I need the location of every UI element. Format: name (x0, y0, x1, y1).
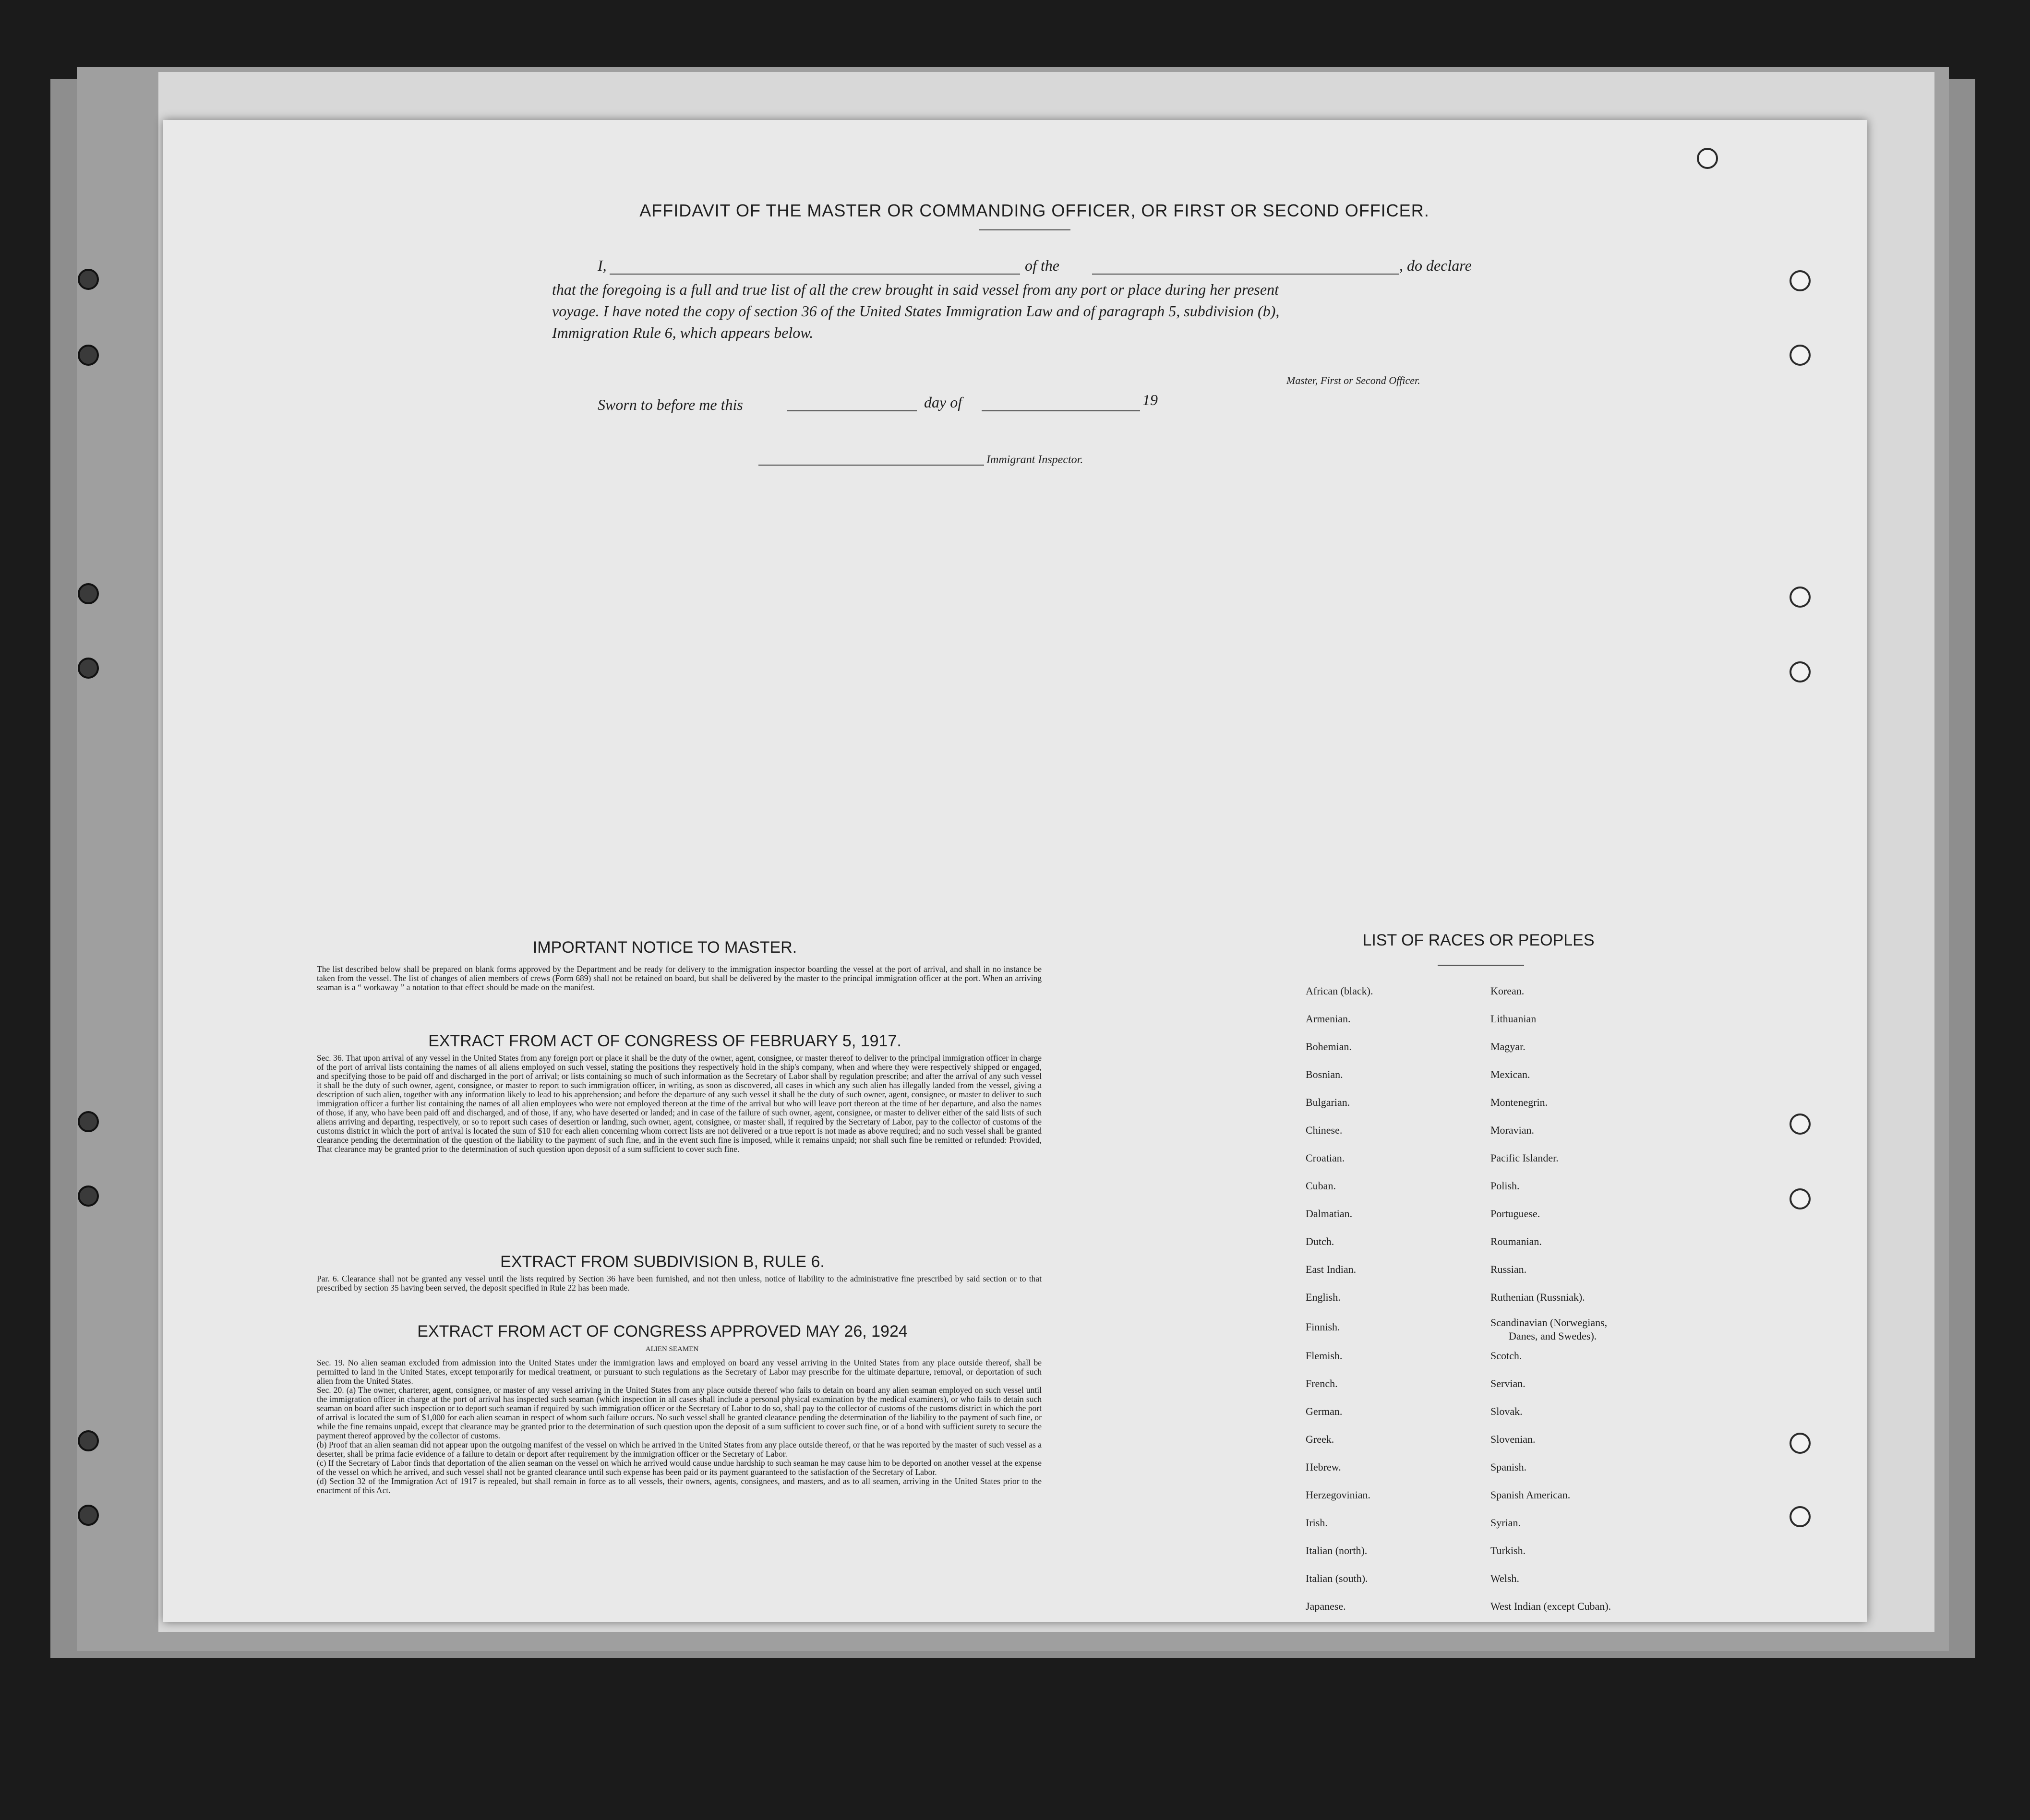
race-item: Slovenian. (1490, 1433, 1536, 1445)
race-item: Korean. (1490, 985, 1525, 997)
race-item: Japanese. (1306, 1600, 1346, 1612)
race-item: East Indian. (1306, 1263, 1357, 1275)
race-item: Portuguese. (1490, 1208, 1540, 1220)
race-item: Bohemian. (1306, 1041, 1352, 1053)
master-name-blank (610, 274, 1020, 275)
race-item: Italian (north). (1306, 1545, 1368, 1557)
race-item-line: Scandinavian (Norwegians, (1490, 1317, 1608, 1329)
race-item: Montenegrin. (1490, 1096, 1548, 1108)
extract-1917-heading: EXTRACT FROM ACT OF CONGRESS OF FEBRUARY 5, 1917. (428, 1032, 901, 1050)
race-item-line: Danes, and Swedes). (1509, 1330, 1597, 1342)
race-item: Dalmatian. (1306, 1208, 1353, 1220)
declaration-line-2: voyage. I have noted the copy of section 36 of the United States Immigration Law and of paragraph 5, subdivision (b), (552, 302, 1280, 320)
race-item: Croatian. (1306, 1152, 1345, 1164)
race-item: French. (1306, 1377, 1338, 1389)
race-item: Spanish American. (1490, 1489, 1571, 1501)
race-item: Dutch. (1306, 1235, 1334, 1247)
affidavit-title: AFFIDAVIT OF THE MASTER OR COMMANDING OFFICER, OR FIRST OR SECOND OFFICER. (639, 201, 1429, 220)
section-20c: (c) If the Secretary of Labor finds that deportation of the alien seaman on the vessel on which he arrived would cause undue hardship to such seaman he may cause him to be deported on another vessel at the expense of the vessel on which he arrived, and such vessel shall not be granted clearance until such expense has been paid or its payment guaranteed to the satisfaction of the Secretary of Labor. (317, 1458, 1042, 1477)
race-item: Welsh. (1490, 1572, 1519, 1584)
of-the-label: of the (1025, 257, 1059, 274)
race-item: Armenian. (1306, 1013, 1351, 1025)
race-item: Italian (south). (1306, 1572, 1368, 1584)
race-item: Flemish. (1306, 1350, 1343, 1362)
race-item: Russian. (1490, 1263, 1527, 1275)
sworn-month-blank (982, 410, 1140, 411)
do-declare-label: , do declare (1399, 257, 1472, 274)
day-of-label: day of (924, 394, 962, 411)
race-item: Herzegovinian. (1306, 1489, 1370, 1501)
race-item: Roumanian. (1490, 1235, 1542, 1247)
divider (979, 229, 1070, 230)
race-item: Magyar. (1490, 1041, 1526, 1053)
race-item: Lithuanian (1490, 1013, 1537, 1025)
affidavit-i-label: I, (598, 257, 607, 274)
race-item: West Indian (except Cuban). (1490, 1600, 1611, 1612)
section-19: Sec. 19. No alien seaman excluded from admission into the United States under the immigration laws and employed on board any vessel arriving in the United States from any place outside thereof, shall be permitted to land in the United States, except temporarily for medical treatment, or pursuant to such regulations as the Secretary of Labor may prescribe for the ultimate departure, removal, or deportation of such alien from the United States. (317, 1358, 1042, 1386)
notice-heading: IMPORTANT NOTICE TO MASTER. (532, 938, 797, 957)
declaration-line-3: Immigration Rule 6, which appears below. (552, 324, 814, 341)
race-item: English. (1306, 1291, 1341, 1303)
race-item: Cuban. (1306, 1180, 1336, 1192)
races-heading: LIST OF RACES OR PEOPLES (1362, 931, 1595, 949)
race-item: Syrian. (1490, 1517, 1521, 1529)
section-20a: Sec. 20. (a) The owner, charterer, agent, consignee, or master of any vessel arriving in the United States from any place outside thereof who fails to detain on board any alien seaman employed on such vessel until the immigration officer in charge at the port of arrival has inspected such seaman (which inspection in all cases shall include a personal physical examination by the medical examiners), or who fails to detain such seaman on board after such inspection or to deport such seaman if required by such immigration officer or the Secretary of Labor to do so, shall pay to the collector of customs of the customs district in which the port of arrival is located the sum of $1,000 for each alien seaman in respect of whom such failure occurs. No such vessel shall be granted clearance pending the determination of the liability to the payment of such fine, or while the fine remains unpaid, except that clearance may be granted prior to the determination of such question upon the deposit of a sum sufficient to cover such fine, or of a bond with sufficient surety to secure the payment thereof approved by the collector of customs. (317, 1385, 1042, 1440)
extract-rule6-text: Par. 6. Clearance shall not be granted any vessel until the lists required by Section 36 have been furnished, and not then unless, notice of liability to the administrative fine prescribed by said section or to that prescribed by section 35 having been served, the deposit specified in Rule 22 has been made. (317, 1274, 1042, 1293)
race-item: Bulgarian. (1306, 1096, 1350, 1108)
extract-1917-text: Sec. 36. That upon arrival of any vessel in the United States from any foreign port or place it shall be the duty of the owner, agent, consignee, or master thereof to deliver to the principal immigration officer in charge of the port of arrival lists containing the names of all aliens employed on such vessel, stating the positions they respectively hold in the ship's company, when and where they were respectively shipped or engaged, and specifying those to be paid off and discharged in the port of arrival; or lists containing so much of such information as the Secretary of Labor shall by regulation prescribe; and after the arrival of any such vessel it shall be the duty of such owner, agent, consignee, or master to report to such immigration officer, in writing, as soon as discovered, all cases in which any such alien has illegally landed from the vessel, giving a description of such alien, together with any information likely to lead to his apprehension; and before the departure of any such vessel it shall be the duty of such owner, agent, consignee, or master to deliver to such immigration officer a further list containing the names of all alien employees who were not employed thereon at the time of the arrival but who will leave port thereon at the time of her departure, and also the names of those, if any, who have been paid off and discharged, and of those, if any, who have deserted or landed; and in case of the failure of such owner, agent, consignee, or master to deliver either of the said lists of such aliens arriving and departing, respectively, or so to report such cases of desertion or landing, such owner, agent, consignee, or master shall, if required by the Secretary of Labor, pay to the collector of customs of the customs district in which the port of arrival is located the sum of $10 for each alien concerning whom correct lists are not delivered or a true report is not made as above required; and no such vessel shall be granted clearance pending the determination of the question of the liability to the payment of such fine, and in the event such fine is imposed, while it remains unpaid; nor shall such fine be remitted or refunded: Provided, That clearance may be granted prior to the determination of such question upon deposit of a sum sufficient to cover such fine. (317, 1054, 1042, 1154)
inspector-caption: Immigrant Inspector. (986, 454, 1083, 466)
race-item: Ruthenian (Russniak). (1490, 1291, 1585, 1303)
race-item: Bosnian. (1306, 1068, 1343, 1080)
race-item: Greek. (1306, 1433, 1334, 1445)
race-item: Turkish. (1490, 1545, 1526, 1557)
year-prefix: 19 (1142, 391, 1158, 408)
extract-1924-heading: EXTRACT FROM ACT OF CONGRESS APPROVED MAY 26, 1924 (417, 1322, 908, 1341)
race-item: Chinese. (1306, 1124, 1343, 1136)
race-item: Slovak. (1490, 1405, 1523, 1417)
race-item: German. (1306, 1405, 1343, 1417)
sworn-label: Sworn to before me this (598, 396, 743, 413)
race-item: Irish. (1306, 1517, 1328, 1529)
race-item: Spanish. (1490, 1461, 1527, 1473)
extract-rule6-heading: EXTRACT FROM SUBDIVISION B, RULE 6. (500, 1253, 825, 1271)
inspector-signature-blank (758, 465, 984, 466)
race-item: Finnish. (1306, 1321, 1340, 1333)
signature-caption: Master, First or Second Officer. (1286, 374, 1420, 386)
race-item: Scotch. (1490, 1350, 1522, 1362)
extract-1924-text (317, 1358, 1042, 1574)
race-item: Servian. (1490, 1377, 1526, 1389)
race-item: Polish. (1490, 1180, 1520, 1192)
vessel-name-blank (1092, 274, 1399, 275)
divider (1438, 965, 1524, 966)
notice-text: The list described below shall be prepared on blank forms approved by the Department and be ready for delivery to the immigration inspector boarding the vessel at the port of arrival, and shall in no instance be taken from the vessel. The list of changes of alien members of crews (Form 689) shall not be retained on board, but shall be delivered by the master to the principal immigration officer at the port. When an arriving seaman is a “ workaway ” a notation to that effect should be made on the manifest. (317, 964, 1042, 992)
race-item: African (black). (1306, 985, 1373, 997)
declaration-line-1: that the foregoing is a full and true list of all the crew brought in said vessel from any port or place during her present (552, 281, 1279, 298)
race-item: Mexican. (1490, 1068, 1530, 1080)
section-20d: (d) Section 32 of the Immigration Act of 1917 is repealed, but shall remain in force as to all vessels, their owners, agents, consignees, and masters, and as to all seamen, arriving in the United States prior to the enactment of this Act. (317, 1476, 1042, 1495)
alien-seamen-subheading: ALIEN SEAMEN (645, 1345, 699, 1353)
section-20b: (b) Proof that an alien seaman did not appear upon the outgoing manifest of the vessel on which he arrived in the United States from any place outside thereof, or that he was reported by the master of such vessel as a deserter, shall be prima facie evidence of a failure to detain or deport after requirement by the immigration officer or the Secretary of Labor. (317, 1440, 1042, 1459)
race-item: Hebrew. (1306, 1461, 1341, 1473)
race-item: Pacific Islander. (1490, 1152, 1559, 1164)
race-item (1490, 1316, 1607, 1343)
sworn-day-blank (787, 410, 917, 411)
race-item: Moravian. (1490, 1124, 1535, 1136)
